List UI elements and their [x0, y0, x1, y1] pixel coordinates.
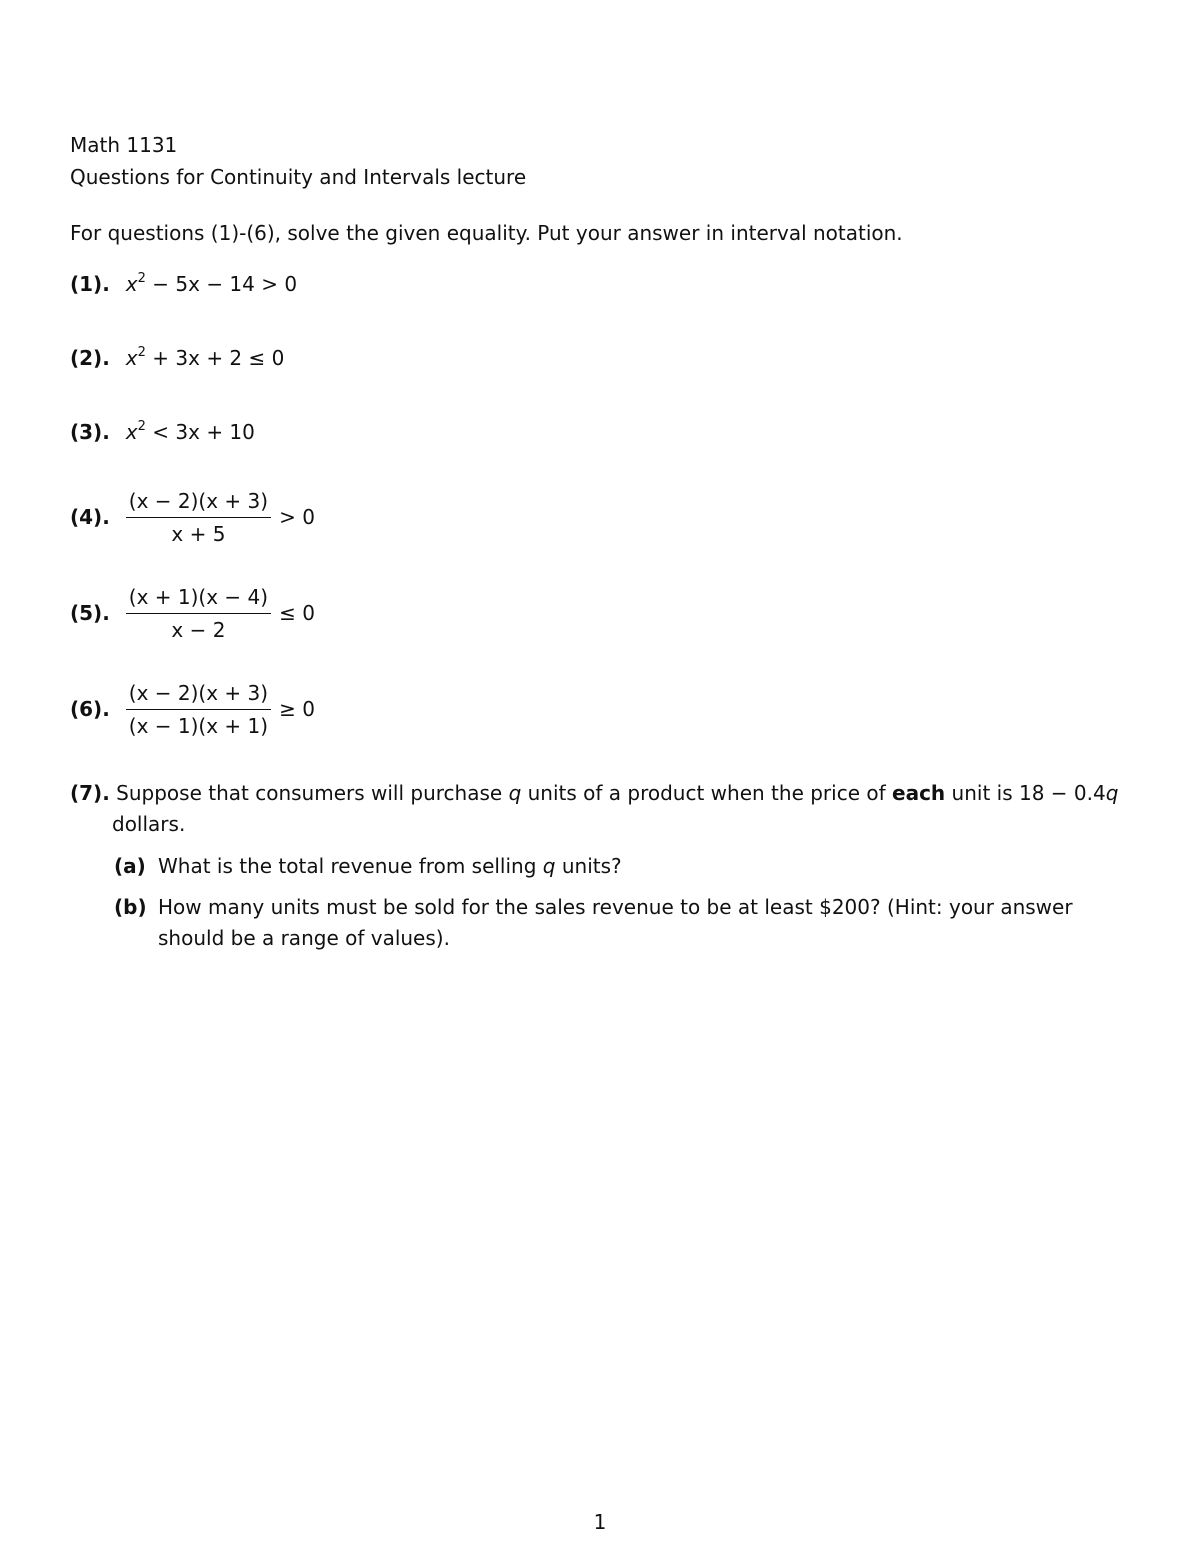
problem-3-rest: < 3x + 10: [145, 420, 255, 444]
problem-2-rest: + 3x + 2 ≤ 0: [145, 346, 285, 370]
problem-1-rest: − 5x − 14 > 0: [145, 272, 298, 296]
lecture-subtitle: Questions for Continuity and Intervals lecture: [70, 165, 527, 189]
problem-6-label: (6).: [70, 697, 110, 721]
instructions: For questions (1)-(6), solve the given equality. Put your answer in interval notation.: [70, 221, 903, 245]
problem-2-expression: [126, 346, 285, 370]
course-title: Math 1131: [70, 133, 178, 157]
part-b-label: (b): [114, 895, 147, 919]
problem-5: [70, 581, 315, 645]
part-a-q-variable: q: [542, 854, 556, 878]
problem-6-relation: ≥ 0: [279, 697, 315, 721]
problem-2-variable: x: [125, 346, 138, 370]
problem-4-relation: > 0: [279, 505, 315, 529]
problem-4-fraction: [126, 489, 271, 546]
problem-7-part-a: [114, 851, 1114, 882]
problem-3-label: (3).: [70, 420, 110, 444]
problem-7-text-3: unit is 18 − 0.4: [951, 781, 1106, 805]
problem-2-label: (2).: [70, 346, 110, 370]
problem-7-line-2: dollars.: [112, 812, 186, 836]
problem-4-numerator: (x − 2)(x + 3): [126, 489, 271, 518]
problem-1-variable: x: [125, 272, 138, 296]
problem-5-numerator: (x + 1)(x − 4): [126, 585, 271, 614]
problem-7-label: (7).: [70, 781, 110, 805]
problem-3-variable: x: [125, 420, 138, 444]
problem-6: [70, 677, 315, 741]
problem-2-exponent: 2: [137, 345, 146, 360]
problem-7-q-variable: q: [508, 781, 522, 805]
problem-5-label: (5).: [70, 601, 110, 625]
problem-3-expression: [126, 420, 255, 444]
problem-7-part-b: [114, 892, 1114, 954]
problem-7: [70, 778, 1119, 840]
problem-3-exponent: 2: [137, 419, 146, 434]
problem-4-label: (4).: [70, 505, 110, 529]
problem-7-text-2: units of a product when the price of: [527, 781, 886, 805]
problem-5-fraction: [126, 585, 271, 642]
problem-4: [70, 485, 315, 549]
problem-7-q-variable-price: q: [1105, 781, 1119, 805]
problem-6-numerator: (x − 2)(x + 3): [126, 681, 271, 710]
problem-5-denominator: x − 2: [171, 617, 226, 642]
problem-6-fraction: [126, 681, 271, 738]
problem-1-exponent: 2: [137, 271, 146, 286]
part-a-text-1: What is the total revenue from selling: [158, 854, 537, 878]
problem-7-line-1: [70, 778, 1119, 809]
problem-4-denominator: x + 5: [171, 521, 226, 546]
problem-2: [70, 345, 284, 371]
part-b-text: How many units must be sold for the sales revenue to be at least $200? (Hint: your answer should be a range of values).: [158, 895, 1073, 950]
problem-7-each: each: [892, 781, 946, 805]
problem-5-relation: ≤ 0: [279, 601, 315, 625]
part-a-text-2: units?: [561, 854, 622, 878]
problem-3: [70, 419, 255, 445]
part-a-label: (a): [114, 854, 146, 878]
problem-6-denominator: (x − 1)(x + 1): [128, 713, 269, 738]
page-number: 1: [593, 1510, 607, 1534]
problem-1: [70, 271, 297, 297]
problem-7-text-1: Suppose that consumers will purchase: [116, 781, 503, 805]
problem-1-expression: [126, 272, 297, 296]
problem-1-label: (1).: [70, 272, 110, 296]
